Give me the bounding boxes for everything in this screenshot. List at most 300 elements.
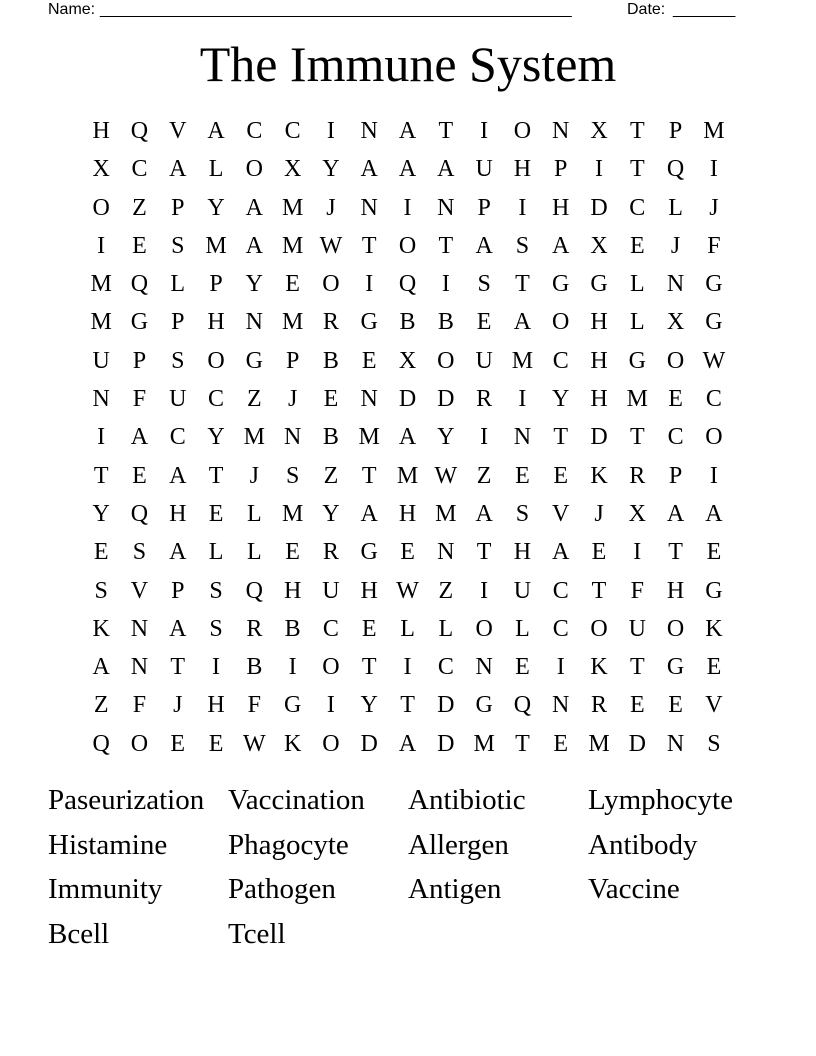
grid-letter: T <box>668 539 683 566</box>
grid-letter: O <box>322 654 340 681</box>
word-bank-item: Pathogen <box>228 873 336 906</box>
grid-letter: X <box>666 309 685 336</box>
grid-letter: T <box>361 232 377 259</box>
grid-letter: D <box>590 424 608 451</box>
grid-letter: T <box>515 271 530 298</box>
grid-letter: G <box>360 309 378 336</box>
grid-letter: M <box>626 386 648 413</box>
grid-letter: O <box>666 347 685 374</box>
grid-letter: S <box>707 730 721 757</box>
grid-letter: Y <box>552 386 570 413</box>
grid-letter: E <box>132 462 147 489</box>
grid-letter: X <box>398 347 417 374</box>
grid-letter: E <box>476 309 492 336</box>
grid-letter: A <box>666 500 685 527</box>
grid-letter: I <box>480 424 489 451</box>
grid-letter: I <box>480 577 489 604</box>
grid-letter: E <box>285 539 300 566</box>
grid-letter: H <box>513 539 532 566</box>
grid-letter: Y <box>360 692 378 719</box>
grid-letter: E <box>706 539 722 566</box>
grid-letter: S <box>209 577 223 604</box>
grid-letter: H <box>398 500 417 527</box>
grid-letter: B <box>246 654 263 681</box>
grid-letter: J <box>287 386 298 413</box>
grid-letter: P <box>171 577 185 604</box>
grid-letter: H <box>207 692 225 719</box>
grid-letter: M <box>396 462 419 489</box>
grid-letter: P <box>171 309 185 336</box>
grid-letter: G <box>475 692 493 719</box>
word-bank-item: Lymphocyte <box>588 784 733 816</box>
grid-letter: Y <box>207 194 225 221</box>
grid-letter: P <box>668 118 683 144</box>
grid-letter: G <box>628 347 646 374</box>
grid-letter: H <box>590 309 608 336</box>
grid-letter: K <box>705 615 723 642</box>
grid-letter: U <box>92 347 110 374</box>
grid-letter: A <box>130 424 149 451</box>
grid-letter: H <box>590 386 608 413</box>
grid-letter: E <box>132 232 147 259</box>
grid-letter: M <box>281 194 304 221</box>
grid-letter: N <box>513 424 532 451</box>
grid-letter: A <box>360 500 378 527</box>
word-bank-item: Immunity <box>48 873 163 906</box>
grid-letter: I <box>518 194 527 221</box>
grid-letter: O <box>475 615 493 642</box>
grid-letter: A <box>475 232 493 259</box>
grid-letter: T <box>629 118 645 144</box>
grid-letter: X <box>590 232 608 259</box>
word-bank-item: Tcell <box>228 918 286 951</box>
grid-letter: L <box>668 194 683 221</box>
grid-letter: V <box>552 500 570 527</box>
grid-letter: O <box>590 615 608 642</box>
grid-letter: A <box>207 118 225 144</box>
grid-letter: M <box>511 347 534 374</box>
grid-letter: G <box>590 271 608 298</box>
grid-letter: S <box>515 232 530 259</box>
grid-letter: E <box>361 347 377 374</box>
grid-letter: Q <box>398 271 417 298</box>
grid-letter: Q <box>130 271 149 298</box>
grid-letter: G <box>283 692 302 719</box>
grid-letter: Y <box>92 500 110 527</box>
letter-grid <box>82 112 733 763</box>
grid-letter: O <box>552 309 570 336</box>
grid-letter: T <box>629 424 645 451</box>
grid-letter: H <box>590 347 608 374</box>
word-bank-item: Vaccination <box>228 784 365 816</box>
grid-letter: C <box>552 577 569 604</box>
grid-letter: Q <box>130 118 149 144</box>
grid-letter: I <box>556 654 565 681</box>
grid-letter: W <box>319 232 343 259</box>
grid-letter: I <box>480 118 489 144</box>
grid-letter: A <box>398 156 417 183</box>
grid-letter: T <box>361 462 377 489</box>
grid-letter: L <box>170 271 186 298</box>
word-bank-item: Allergen <box>408 828 509 861</box>
grid-letter: A <box>437 156 455 183</box>
word-bank-item: Vaccine <box>588 873 680 906</box>
grid-letter: I <box>288 654 297 681</box>
grid-letter: H <box>552 194 570 221</box>
word-bank-item: Phagocyte <box>228 828 349 861</box>
grid-letter: I <box>97 424 106 451</box>
grid-letter: A <box>245 194 263 221</box>
grid-letter: E <box>93 539 109 566</box>
grid-letter: C <box>552 347 569 374</box>
grid-letter: Z <box>323 462 339 489</box>
grid-letter: C <box>437 654 454 681</box>
grid-letter: A <box>398 424 417 451</box>
grid-letter: S <box>171 232 185 259</box>
grid-letter: E <box>515 462 530 489</box>
grid-letter: R <box>591 692 608 719</box>
grid-letter: T <box>400 692 415 719</box>
grid-letter: R <box>322 539 339 566</box>
grid-letter: A <box>513 309 532 336</box>
grid-letter: N <box>360 118 378 144</box>
grid-letter: U <box>475 156 493 183</box>
grid-letter: B <box>322 424 339 451</box>
grid-letter: H <box>513 156 532 183</box>
grid-letter: H <box>169 500 187 527</box>
grid-letter: I <box>97 232 106 259</box>
grid-letter: A <box>169 539 187 566</box>
grid-letter: D <box>590 194 608 221</box>
grid-letter: B <box>284 615 301 642</box>
grid-letter: Q <box>513 692 532 719</box>
grid-letter: X <box>283 156 302 183</box>
grid-letter: B <box>322 347 339 374</box>
grid-letter: N <box>552 118 570 144</box>
grid-letter: W <box>434 462 458 489</box>
grid-letter: P <box>554 156 568 183</box>
grid-letter: E <box>208 730 224 757</box>
grid-letter: T <box>476 539 492 566</box>
grid-letter: O <box>513 118 532 144</box>
grid-letter: E <box>706 654 722 681</box>
grid-letter: C <box>284 118 301 144</box>
grid-letter: X <box>628 500 646 527</box>
grid-letter: E <box>668 386 683 413</box>
grid-letter: R <box>246 615 263 642</box>
grid-letter: L <box>438 615 454 642</box>
name-blank-line: _____________________________________________________ <box>100 1 572 18</box>
grid-letter: G <box>705 271 723 298</box>
word-bank <box>48 778 768 957</box>
grid-letter: A <box>169 615 187 642</box>
grid-letter: Z <box>438 577 454 604</box>
grid-letter: D <box>398 386 417 413</box>
grid-letter: A <box>552 539 570 566</box>
word-bank-item: Antibody <box>588 828 698 861</box>
grid-letter: Z <box>476 462 492 489</box>
date-label: Date: <box>627 1 666 18</box>
grid-letter: I <box>212 654 221 681</box>
grid-letter: I <box>633 539 642 566</box>
grid-letter: I <box>403 194 412 221</box>
grid-letter: X <box>590 118 608 144</box>
grid-letter: I <box>326 118 335 144</box>
grid-letter: T <box>361 654 377 681</box>
grid-letter: L <box>629 309 645 336</box>
grid-letter: G <box>245 347 263 374</box>
grid-letter: M <box>588 730 610 757</box>
grid-letter: P <box>668 462 683 489</box>
grid-letter: P <box>171 194 185 221</box>
grid-letter: E <box>170 730 186 757</box>
worksheet-header <box>48 0 748 20</box>
grid-letter: Y <box>322 500 340 527</box>
grid-letter: M <box>243 424 265 451</box>
grid-letter: E <box>629 232 645 259</box>
grid-letter: U <box>513 577 532 604</box>
grid-letter: D <box>628 730 646 757</box>
grid-letter: O <box>666 615 685 642</box>
grid-letter: C <box>246 118 263 144</box>
grid-letter: D <box>360 730 378 757</box>
grid-letter: T <box>438 118 454 144</box>
grid-letter: J <box>670 232 681 259</box>
grid-letter: T <box>93 462 109 489</box>
grid-letter: C <box>629 194 646 221</box>
grid-letter: N <box>475 654 493 681</box>
grid-letter: G <box>705 309 723 336</box>
grid-letter: T <box>515 730 530 757</box>
grid-letter: E <box>400 539 415 566</box>
grid-letter: Y <box>437 424 455 451</box>
word-bank-item: Antibiotic <box>408 784 526 816</box>
grid-letter: I <box>709 462 718 489</box>
grid-letter: V <box>705 692 723 719</box>
grid-letter: R <box>476 386 493 413</box>
grid-letter: B <box>399 309 416 336</box>
grid-letter: W <box>243 730 266 757</box>
grid-letter: C <box>667 424 684 451</box>
grid-letter: F <box>247 692 262 719</box>
grid-letter: A <box>705 500 723 527</box>
grid-letter: Q <box>130 500 149 527</box>
grid-letter: H <box>207 309 225 336</box>
grid-letter: J <box>326 194 336 221</box>
grid-letter: C <box>169 424 186 451</box>
grid-letter: L <box>400 615 415 642</box>
grid-letter: E <box>629 692 645 719</box>
grid-letter: C <box>552 615 569 642</box>
grid-letter: H <box>360 577 378 604</box>
grid-letter: E <box>323 386 339 413</box>
grid-letter: S <box>515 500 530 527</box>
grid-letter: A <box>92 654 110 681</box>
grid-letter: J <box>709 194 719 221</box>
grid-letter: N <box>552 692 570 719</box>
grid-letter: C <box>322 615 339 642</box>
grid-letter: F <box>630 577 644 604</box>
grid-letter: T <box>629 156 645 183</box>
grid-letter: F <box>132 692 147 719</box>
grid-letter: F <box>707 232 721 259</box>
grid-letter: J <box>249 462 259 489</box>
grid-letter: N <box>666 271 685 298</box>
grid-letter: E <box>208 500 224 527</box>
grid-letter: T <box>170 654 186 681</box>
grid-letter: K <box>283 730 302 757</box>
grid-letter: A <box>398 118 417 144</box>
grid-letter: N <box>437 194 455 221</box>
grid-letter: U <box>475 347 493 374</box>
grid-letter: E <box>515 654 530 681</box>
grid-letter: M <box>90 271 112 298</box>
grid-letter: L <box>208 539 224 566</box>
grid-letter: M <box>281 500 304 527</box>
page-title: The Immune System <box>199 36 617 92</box>
grid-letter: A <box>245 232 263 259</box>
grid-letter: S <box>209 615 223 642</box>
grid-letter: M <box>358 424 380 451</box>
grid-letter: A <box>398 730 417 757</box>
grid-letter: N <box>360 194 378 221</box>
grid-letter: E <box>668 692 683 719</box>
grid-letter: O <box>245 156 263 183</box>
grid-letter: I <box>518 386 527 413</box>
grid-letter: O <box>207 347 225 374</box>
grid-letter: N <box>245 309 263 336</box>
grid-letter: N <box>92 386 110 413</box>
grid-letter: I <box>709 156 718 183</box>
grid-letter: E <box>361 615 377 642</box>
grid-letter: L <box>629 271 645 298</box>
grid-letter: Z <box>93 692 109 719</box>
grid-letter: S <box>132 539 147 566</box>
grid-letter: G <box>130 309 149 336</box>
grid-letter: L <box>247 500 262 527</box>
grid-letter: M <box>205 232 227 259</box>
grid-letter: T <box>553 424 569 451</box>
grid-letter: J <box>594 500 604 527</box>
grid-letter: Y <box>207 424 225 451</box>
grid-letter: N <box>360 386 378 413</box>
name-label: Name: <box>48 1 96 18</box>
grid-letter: Y <box>322 156 340 183</box>
grid-letter: O <box>322 271 340 298</box>
grid-letter: C <box>131 156 148 183</box>
grid-letter: O <box>437 347 455 374</box>
grid-letter: I <box>595 156 603 183</box>
grid-letter: O <box>705 424 723 451</box>
grid-letter: I <box>326 692 335 719</box>
grid-letter: D <box>437 386 455 413</box>
grid-letter: D <box>437 692 455 719</box>
grid-letter: E <box>285 271 300 298</box>
grid-letter: M <box>703 118 725 144</box>
grid-letter: V <box>169 118 187 144</box>
grid-letter: P <box>209 271 223 298</box>
grid-letter: K <box>590 462 608 489</box>
grid-letter: G <box>705 577 723 604</box>
grid-letter: S <box>94 577 108 604</box>
grid-letter: T <box>591 577 607 604</box>
grid-letter: I <box>403 654 412 681</box>
grid-letter: Q <box>245 577 263 604</box>
grid-letter: H <box>283 577 302 604</box>
grid-letter: M <box>90 309 112 336</box>
grid-letter: M <box>281 232 304 259</box>
grid-letter: B <box>437 309 454 336</box>
grid-letter: K <box>590 654 608 681</box>
grid-letter: K <box>92 615 110 642</box>
word-bank-item: Antigen <box>408 873 502 906</box>
grid-letter: L <box>515 615 530 642</box>
grid-letter: U <box>628 615 646 642</box>
grid-letter: R <box>629 462 646 489</box>
grid-letter: A <box>360 156 378 183</box>
grid-letter: E <box>553 730 569 757</box>
grid-letter: I <box>441 271 450 298</box>
word-bank-item: Bcell <box>48 918 110 951</box>
grid-letter: N <box>130 654 149 681</box>
grid-letter: P <box>132 347 147 374</box>
grid-letter: N <box>283 424 302 451</box>
grid-letter: G <box>360 539 378 566</box>
grid-letter: X <box>92 156 110 183</box>
grid-letter: S <box>477 271 491 298</box>
grid-letter: V <box>130 577 149 604</box>
grid-letter: R <box>322 309 339 336</box>
grid-letter: H <box>666 577 685 604</box>
grid-letter: N <box>437 539 455 566</box>
grid-letter: P <box>477 194 491 221</box>
grid-letter: C <box>208 386 225 413</box>
grid-letter: W <box>396 577 419 604</box>
grid-letter: T <box>629 654 645 681</box>
grid-letter: S <box>285 462 300 489</box>
grid-letter: O <box>130 730 149 757</box>
grid-letter: A <box>475 500 493 527</box>
grid-letter: C <box>705 386 722 413</box>
grid-letter: Q <box>92 730 110 757</box>
grid-letter: N <box>130 615 149 642</box>
word-bank-item: Histamine <box>48 828 168 861</box>
grid-letter: T <box>438 232 454 259</box>
grid-letter: D <box>437 730 455 757</box>
grid-letter: O <box>92 194 110 221</box>
grid-letter: L <box>247 539 262 566</box>
grid-letter: W <box>702 347 726 374</box>
grid-letter: A <box>169 462 187 489</box>
grid-letter: I <box>365 271 374 298</box>
grid-letter: O <box>398 232 417 259</box>
grid-letter: Z <box>132 194 147 221</box>
grid-letter: M <box>435 500 457 527</box>
grid-letter: A <box>552 232 570 259</box>
grid-letter: T <box>208 462 224 489</box>
grid-letter: E <box>591 539 607 566</box>
grid-letter: F <box>132 386 147 413</box>
grid-letter: N <box>666 730 685 757</box>
grid-letter: M <box>281 309 304 336</box>
grid-letter: O <box>322 730 340 757</box>
grid-letter: U <box>169 386 187 413</box>
grid-letter: H <box>92 118 110 144</box>
grid-letter: P <box>285 347 300 374</box>
word-bank-item: Paseurization <box>48 784 205 816</box>
grid-letter: M <box>473 730 495 757</box>
grid-letter: A <box>169 156 187 183</box>
